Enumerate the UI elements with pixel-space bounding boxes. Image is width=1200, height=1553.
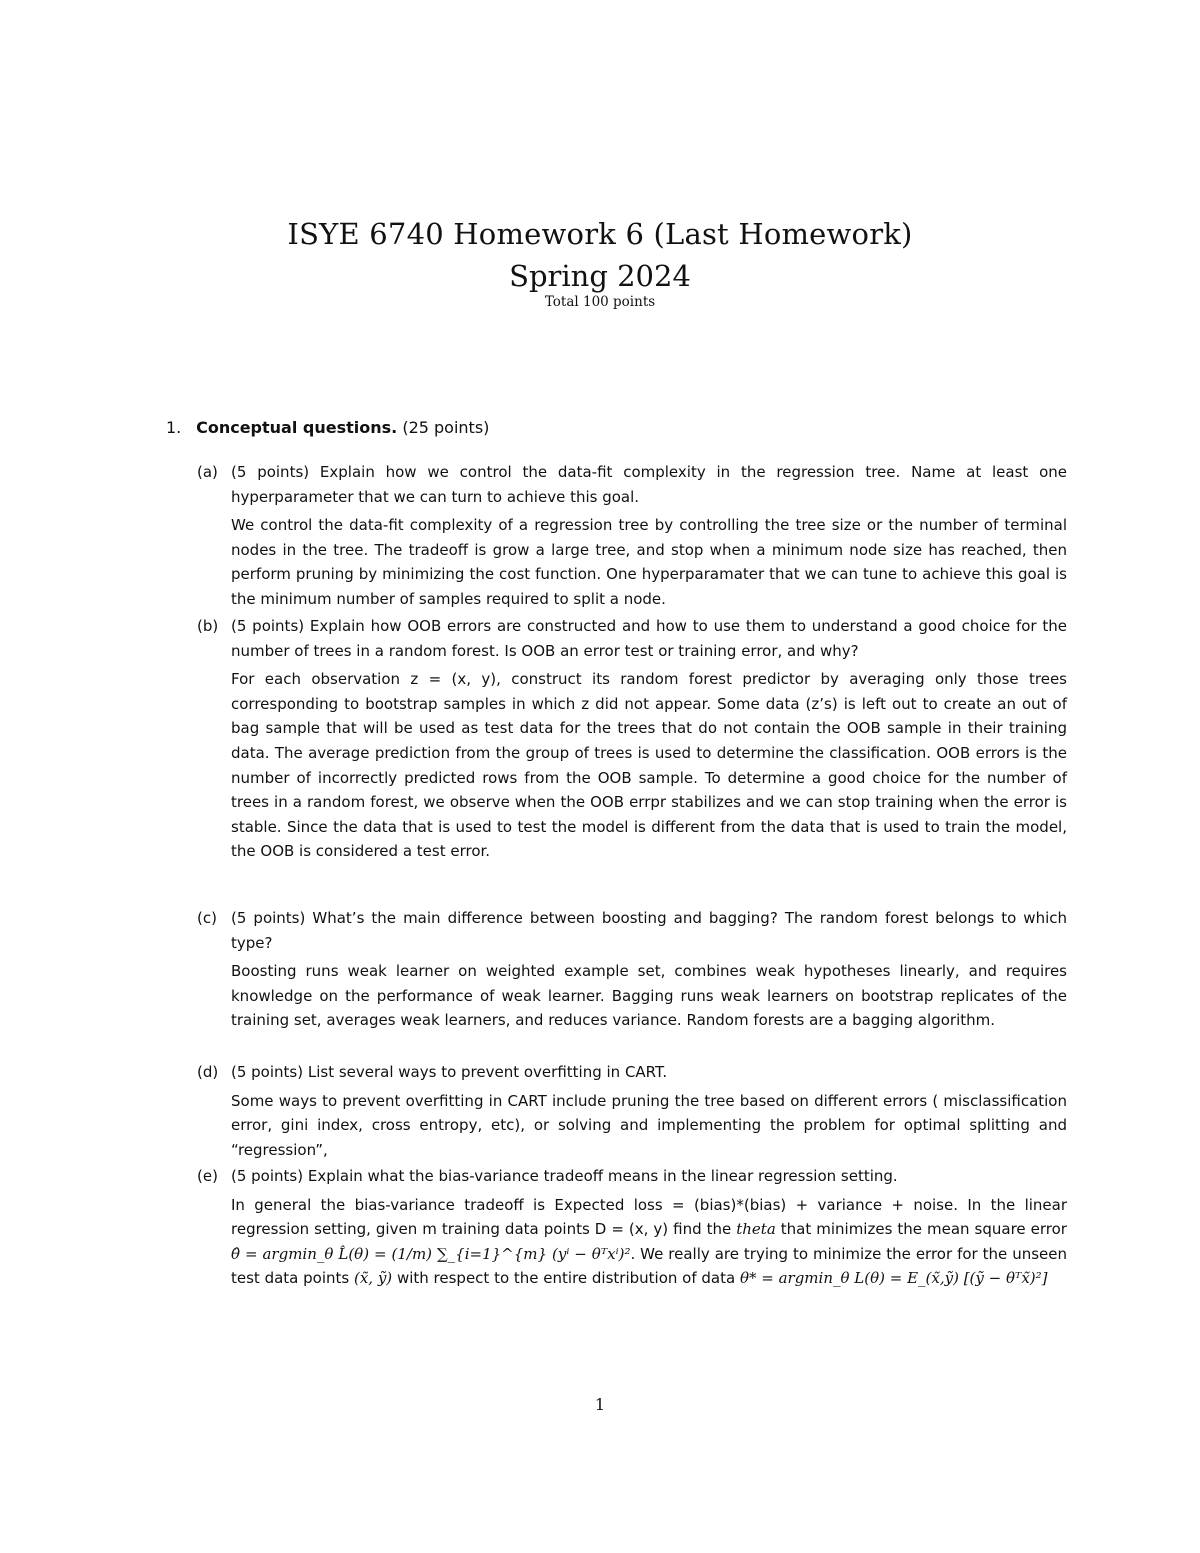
document-title: ISYE 6740 Homework 6 (Last Homework) bbox=[287, 217, 913, 251]
answer-text: We control the data-fit complexity of a regression tree by controlling the tree size or the number of terminal nodes in the tree. The tradeoff is grow a large tree, and stop when a minimum node size has reached, then perform pruning by minimizing the cost function. One hyperparamater that we can tune to achieve this goal is the minimum number of samples required to split a node. bbox=[231, 516, 1067, 608]
formula-optimal: θ* = argmin_θ L(θ) = E_(x̃,ỹ) [(ỹ − θᵀx̃)²] bbox=[739, 1269, 1048, 1288]
question-c bbox=[197, 906, 1067, 1033]
question-text: (5 points) Explain what the bias-variance tradeoff means in the linear regression setting. bbox=[231, 1167, 898, 1185]
question-text: (5 points) Explain how OOB errors are constructed and how to use them to understand a good choice for the number of trees in a random forest. Is OOB an error test or training error, and why? bbox=[231, 617, 1067, 660]
question-b bbox=[197, 614, 1067, 864]
question-label: (b) bbox=[197, 617, 219, 635]
answer-text bbox=[231, 1193, 1067, 1291]
theta-word: theta bbox=[736, 1220, 776, 1239]
section-heading bbox=[166, 416, 1066, 440]
answer-text: Boosting runs weak learner on weighted example set, combines weak hypotheses linearly, and requires knowledge on the performance of weak learner. Bagging runs weak learners on bootstrap replicates of the training set, averages weak learners, and reduces variance. Random forests are a bagging algorithm. bbox=[231, 962, 1067, 1030]
question-e bbox=[197, 1164, 1067, 1291]
question-text: (5 points) Explain how we control the data-fit complexity in the regression tree. Name at least one hyperparameter that we can turn to achieve this goal. bbox=[231, 463, 1067, 506]
question-label: (a) bbox=[197, 463, 218, 481]
answer-mid3: with respect to the entire distribution of data bbox=[396, 1269, 736, 1288]
question-label: (d) bbox=[197, 1063, 219, 1081]
question-a bbox=[197, 460, 1067, 612]
answer-intro: In general the bias-variance tradeoff is Expected loss = (bias)*(bias) + variance + noise. In the linear regression setting, given m training data points D = (x, y) find the bbox=[231, 1195, 1067, 1239]
document-subtitle: Spring 2024 bbox=[509, 259, 691, 293]
formula-estimator: θ̂ = argmin_θ L̂(θ) = (1/m) ∑_{i=1}^{m} (yⁱ − θᵀxⁱ)² bbox=[231, 1244, 631, 1263]
section-title: Conceptual questions. bbox=[196, 418, 398, 437]
question-d bbox=[197, 1060, 1067, 1162]
answer-mid2: . We really are trying to minimize the error for the unseen test data points bbox=[231, 1244, 1067, 1288]
question-label: (c) bbox=[197, 909, 217, 927]
section-points: (25 points) bbox=[402, 418, 490, 437]
test-points: (x̃, ỹ) bbox=[353, 1269, 393, 1288]
question-text: (5 points) List several ways to prevent overfitting in CART. bbox=[231, 1063, 668, 1081]
section-number: 1. bbox=[166, 418, 182, 437]
answer-mid: that minimizes the mean square error bbox=[780, 1220, 1067, 1239]
total-points: Total 100 points bbox=[544, 294, 656, 310]
answer-text: For each observation z = (x, y), construct its random forest predictor by averaging only those trees corresponding to bootstrap samples in which z did not appear. Some data (z’s) is left out to create an out of bag sample that will be used as test data for the trees that do not contain the OOB sample in their training data. The average prediction from the group of trees is used to determine the classification. OOB errors is the number of incorrectly predicted rows from the OOB sample. To determine a good choice for the number of trees in a random forest, we observe when the OOB errpr stabilizes and we can stop training when the error is stable. Since the data that is used to test the model is different from the data that is used to train the model, the OOB is considered a test error. bbox=[231, 670, 1067, 861]
page-number: 1 bbox=[594, 1395, 606, 1414]
question-label: (e) bbox=[197, 1167, 218, 1185]
question-text: (5 points) What’s the main difference between boosting and bagging? The random forest belongs to which type? bbox=[231, 909, 1067, 952]
answer-text: Some ways to prevent overfitting in CART include pruning the tree based on different errors ( misclassification error, gini index, cross entropy, etc), or solving and implementing the problem for optimal splitting and “regression”, bbox=[231, 1091, 1067, 1159]
